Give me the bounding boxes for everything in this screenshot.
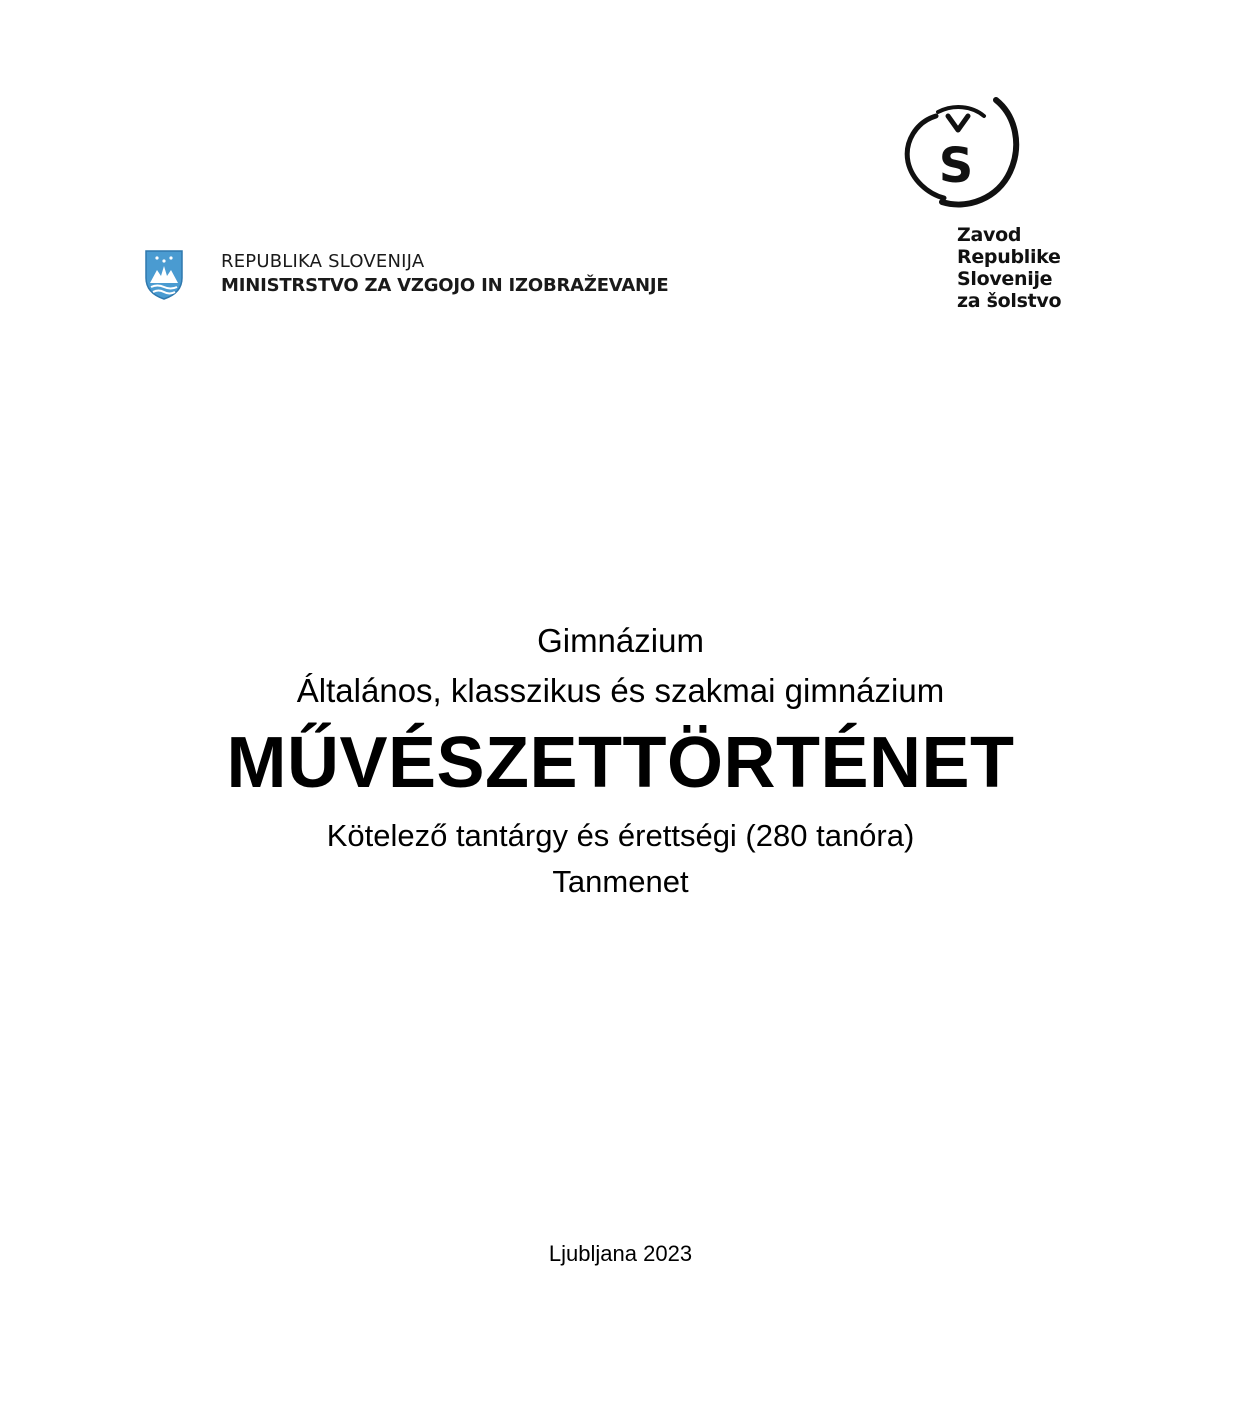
zrss-line: Slovenije [957, 268, 1053, 290]
ministry-name [221, 250, 669, 298]
place-and-year: Ljubljana 2023 [548, 1241, 693, 1266]
svg-text:S: S [938, 138, 974, 194]
document-type: Tanmenet [552, 864, 689, 899]
zrss-logo [898, 94, 1078, 314]
programme-name: Általános, klasszikus és szakmai gimnázium [296, 672, 945, 709]
ministry-header [143, 248, 669, 300]
zrss-line: Zavod [957, 224, 1022, 246]
school-type: Gimnázium [537, 622, 704, 659]
republic-name: REPUBLIKA SLOVENIJA [221, 251, 425, 272]
ministry-title: MINISTRSTVO ZA VZGOJO IN IZOBRAŽEVANJE [221, 275, 669, 296]
coat-of-arms-icon [143, 248, 185, 300]
zrss-line: Republike [957, 246, 1061, 268]
zrss-line: za šolstvo [957, 290, 1062, 312]
subject-status: Kötelező tantárgy és érettségi (280 tanóra) [326, 818, 915, 853]
subject-title: MŰVÉSZETTÖRTÉNET [226, 723, 1015, 803]
zrss-name [957, 224, 1061, 312]
zrss-s-caron-icon [898, 94, 1030, 214]
